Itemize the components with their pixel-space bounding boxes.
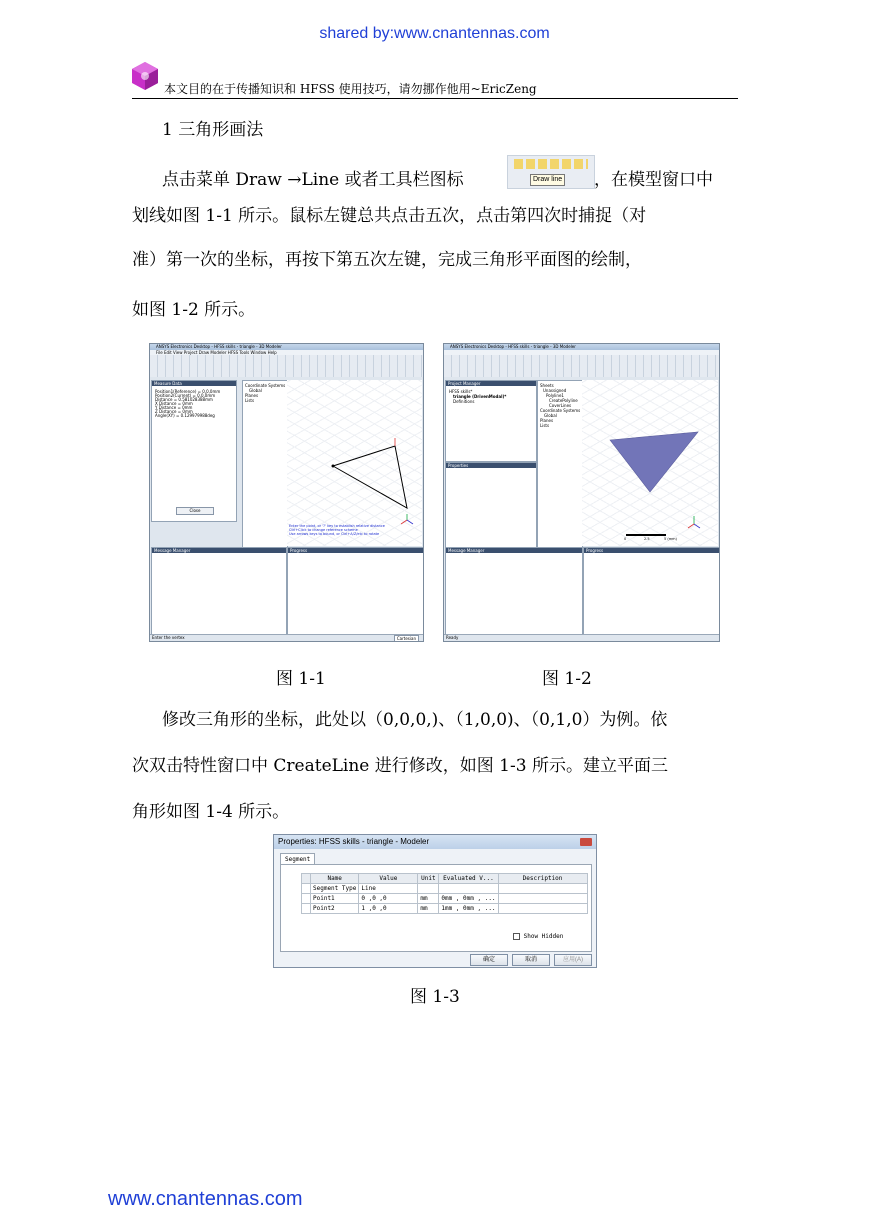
cell-name: Segment Type xyxy=(311,884,359,894)
fig1-menubar: File Edit View Project Draw Modeler HFSS Tools Window Help xyxy=(150,350,423,355)
fig1-progress-panel: Progress xyxy=(287,547,424,635)
para2-line2: 次双击特性窗口中 CreateLine 进行修改，如图 1-3 所示。建立平面三 xyxy=(132,756,668,776)
draw-toolbar-icons xyxy=(514,159,588,169)
col-unit: Unit xyxy=(418,874,439,884)
cell-value[interactable]: 1 ,0 ,0 xyxy=(359,904,418,914)
cell-name: Point2 xyxy=(311,904,359,914)
row-header-cell xyxy=(302,874,311,884)
cell-value[interactable]: 0 ,0 ,0 xyxy=(359,894,418,904)
section-title: 1 三角形画法 xyxy=(162,120,264,140)
tab-segment[interactable]: Segment xyxy=(280,853,315,865)
cell-unit: mm xyxy=(418,894,439,904)
fig1-tree-panel: Coordinate Systems Global Planes Lists xyxy=(242,380,288,548)
cancel-button[interactable]: 取消 xyxy=(512,954,550,966)
fig2-scale-0: 0 xyxy=(624,537,627,541)
figure-1-2-caption: 图 1-2 xyxy=(542,669,592,689)
fig1-close-button[interactable]: Close xyxy=(176,507,214,515)
fig2-project-panel: Project Manager HFSS skills* triangle (DrivenModal)* Definitions xyxy=(445,380,537,462)
toolbar-icon-image xyxy=(507,155,595,189)
bottom-link[interactable]: www.cnantennas.com xyxy=(108,1188,303,1210)
fig2-modeler-viewport[interactable] xyxy=(582,380,718,546)
fig2-message-panel: Message Manager xyxy=(445,547,583,635)
table-row[interactable] xyxy=(302,904,588,914)
para2-line1: 修改三角形的坐标，此处以（0,0,0,)、（1,0,0)、（0,1,0）为例。依 xyxy=(162,710,668,730)
header-rule xyxy=(132,98,738,99)
fig2-scale-1: 2.5 xyxy=(644,537,650,541)
cell-evaluated: 0mm , 0mm , ... xyxy=(439,894,498,904)
figure-1-3-properties-dialog xyxy=(273,834,597,968)
fig1-message-panel: Message Manager xyxy=(151,547,287,635)
cell-description[interactable] xyxy=(498,884,587,894)
para2-line3: 角形如图 1-4 所示。 xyxy=(132,802,290,822)
top-link[interactable]: shared by:www.cnantennas.com xyxy=(319,25,550,42)
col-value: Value xyxy=(359,874,418,884)
fig2-toolbar xyxy=(444,355,719,377)
para1-line1: 点击菜单 Draw →Line 或者工具栏图标 xyxy=(162,170,464,190)
para1-line2: 划线如图 1-1 所示。鼠标左键总共点击五次，点击第四次时捕捉（对 xyxy=(132,206,647,226)
cell-description[interactable] xyxy=(498,894,587,904)
table-row[interactable] xyxy=(302,884,588,894)
fig1-toolbar xyxy=(150,355,423,377)
cell-evaluated xyxy=(439,884,498,894)
cell-value[interactable]: Line xyxy=(359,884,418,894)
dialog-content xyxy=(280,864,592,952)
figure-1-3-caption: 图 1-3 xyxy=(410,987,460,1007)
show-hidden-label: Show Hidden xyxy=(523,933,564,940)
dialog-title: Properties: HFSS skills - triangle - Modeler xyxy=(274,835,596,849)
header-text: 本文目的在于传播知识和 HFSS 使用技巧，请勿挪作他用~EricZeng xyxy=(164,82,537,96)
table-row[interactable] xyxy=(302,894,588,904)
figure-1-1-caption: 图 1-1 xyxy=(276,669,326,689)
properties-table xyxy=(301,873,588,914)
cell-unit xyxy=(418,884,439,894)
fig1-measure-panel: Measure Data Position1(Reference) = 0,0,0mm Position2(Current) = 0,0,0mm Distance = 0.581028388mm X Distance = 0mm Y Distance = 0mm Z Distance = 0mm Angle(XY) = 0.129979988deg Close xyxy=(151,380,237,522)
apply-button[interactable]: 应用(A) xyxy=(554,954,592,966)
fig2-properties-panel: Properties xyxy=(445,462,537,548)
col-name: Name xyxy=(311,874,359,884)
fig2-tree-panel: Sheets Unassigned Polyline1 CreatePolyline CoverLines Coordinate Systems Global Planes Lists xyxy=(537,380,583,548)
fig2-progress-panel: Progress xyxy=(583,547,720,635)
figure-1-1-screenshot xyxy=(149,343,424,642)
fig2-triangle xyxy=(610,432,698,492)
col-evaluated: Evaluated V... xyxy=(439,874,498,884)
fig1-statusbar: Enter the vertex Cartesian xyxy=(150,634,423,641)
fig2-statusbar: Ready xyxy=(444,634,719,641)
cell-description[interactable] xyxy=(498,904,587,914)
para1-line3: 准）第一次的坐标，再按下第五次左键，完成三角形平面图的绘制， xyxy=(132,250,642,270)
cell-evaluated: 1mm , 0mm , ... xyxy=(439,904,498,914)
figure-1-2-screenshot xyxy=(443,343,720,642)
fig2-titlebar: ANSYS Electronics Desktop - HFSS skills - triangle - 3D Modeler xyxy=(444,344,719,350)
cell-unit: mm xyxy=(418,904,439,914)
col-description: Description xyxy=(498,874,587,884)
logo-icon xyxy=(130,61,160,91)
fig1-modeler-viewport[interactable]: Enter the point, or '?' key to establish relative distance Ctrl+Click to change reference scheme Use arrows keys to bound, or Ctrl+A/Z/etc to rotate xyxy=(287,380,422,546)
fig2-scale-2: 5 (mm) xyxy=(664,537,677,541)
ok-button[interactable]: 确定 xyxy=(470,954,508,966)
para1-line4: 如图 1-2 所示。 xyxy=(132,300,256,320)
show-hidden-checkbox[interactable] xyxy=(513,933,563,941)
para1-line1b: ，在模型窗口中 xyxy=(594,170,713,190)
draw-line-tooltip: Draw line xyxy=(530,174,565,186)
close-icon[interactable] xyxy=(580,838,592,846)
fig1-titlebar: ANSYS Electronics Desktop - HFSS skills - triangle - 3D Modeler xyxy=(150,344,423,350)
cell-name: Point1 xyxy=(311,894,359,904)
